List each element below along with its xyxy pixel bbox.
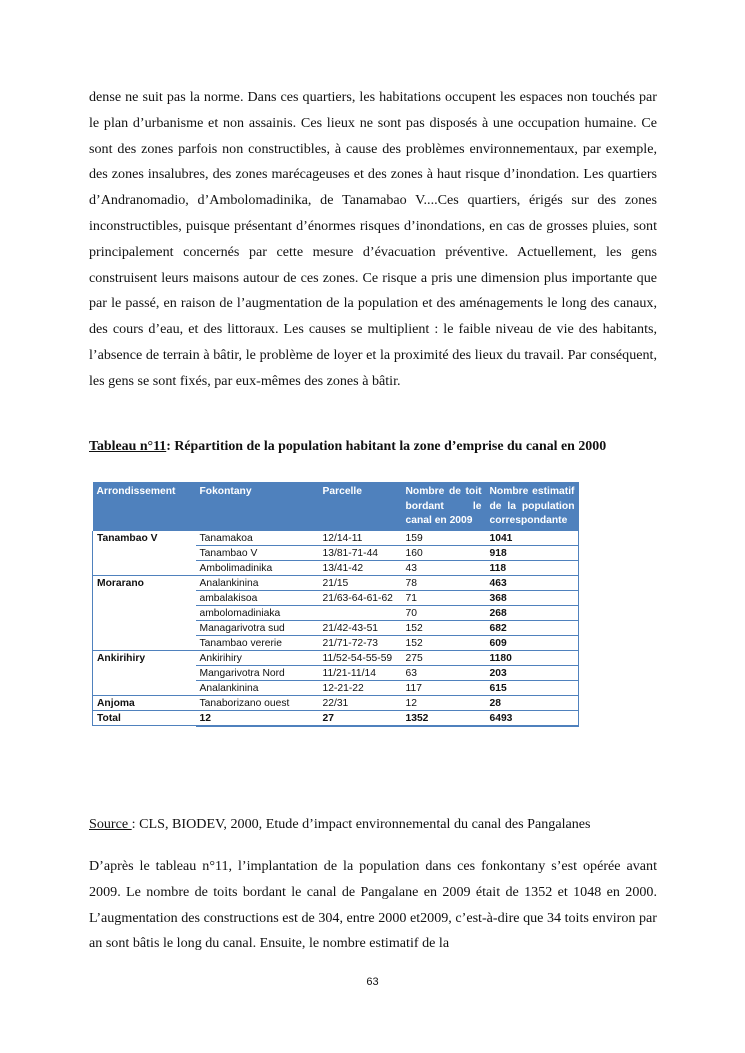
cell-population: 268: [486, 605, 579, 620]
total-parcelle: 27: [319, 710, 402, 726]
cell-toits: 63: [402, 665, 486, 680]
cell-arrondissement: [93, 590, 196, 605]
table-total-row: [93, 710, 579, 726]
cell-toits: 152: [402, 620, 486, 635]
cell-arrondissement: Tanambao V: [93, 531, 196, 546]
total-toits: 1352: [402, 710, 486, 726]
table-row: [93, 635, 579, 650]
cell-parcelle: 11/21-11/14: [319, 665, 402, 680]
cell-toits: 275: [402, 650, 486, 665]
table-row: [93, 605, 579, 620]
table-caption-text: : Répartition de la population habitant la zone d’emprise du canal en 2000: [166, 439, 607, 454]
cell-arrondissement: Morarano: [93, 575, 196, 590]
cell-toits: 117: [402, 680, 486, 695]
cell-parcelle: 21/71-72-73: [319, 635, 402, 650]
total-fokontany: 12: [196, 710, 319, 726]
table-row: [93, 620, 579, 635]
cell-fokontany: Analankinina: [196, 680, 319, 695]
cell-toits: 12: [402, 695, 486, 710]
cell-toits: 43: [402, 560, 486, 575]
cell-toits: 71: [402, 590, 486, 605]
cell-arrondissement: [93, 680, 196, 695]
source-citation: [89, 816, 591, 833]
body-paragraph-2: D’après le tableau n°11, l’implantation de la population dans ces fonkontany s’est opérée avant 2009. Le nombre de toits bordant le canal de Pangalane en 2009 était de 1352 et 1048 en 2000. L’augmentation des constructions est de 304, entre 2000 et2009, c’est-à-dire que 34 toits environ par an sont bâtis le long du canal. Ensuite, le nombre estimatif de la: [89, 858, 657, 952]
table-caption-label: Tableau n°11: [89, 439, 167, 454]
cell-toits: 70: [402, 605, 486, 620]
table-row: [93, 665, 579, 680]
cell-parcelle: 13/41-42: [319, 560, 402, 575]
table-row: [93, 695, 579, 710]
cell-population: 28: [486, 695, 579, 710]
cell-parcelle: 21/63-64-61-62: [319, 590, 402, 605]
cell-parcelle: 13/81-71-44: [319, 545, 402, 560]
cell-fokontany: Managarivotra sud: [196, 620, 319, 635]
table-row: [93, 531, 579, 546]
table-row: [93, 545, 579, 560]
cell-population: 203: [486, 665, 579, 680]
header-arrondissement: Arrondissement: [93, 482, 196, 531]
cell-arrondissement: [93, 545, 196, 560]
cell-arrondissement: [93, 635, 196, 650]
cell-fokontany: Ambolimadinika: [196, 560, 319, 575]
cell-fokontany: Mangarivotra Nord: [196, 665, 319, 680]
cell-population: 463: [486, 575, 579, 590]
cell-fokontany: Tanaborizano ouest: [196, 695, 319, 710]
cell-arrondissement: [93, 560, 196, 575]
cell-population: 368: [486, 590, 579, 605]
cell-fokontany: Tanambao vererie: [196, 635, 319, 650]
cell-population: 609: [486, 635, 579, 650]
cell-parcelle: 21/15: [319, 575, 402, 590]
cell-fokontany: ambalakisoa: [196, 590, 319, 605]
cell-parcelle: 22/31: [319, 695, 402, 710]
cell-toits: 152: [402, 635, 486, 650]
cell-population: 615: [486, 680, 579, 695]
total-population: 6493: [486, 710, 579, 726]
header-parcelle: Parcelle: [319, 482, 402, 531]
cell-population: 1180: [486, 650, 579, 665]
cell-arrondissement: [93, 605, 196, 620]
table-row: [93, 560, 579, 575]
table-row: [93, 680, 579, 695]
cell-arrondissement: [93, 620, 196, 635]
cell-toits: 159: [402, 531, 486, 546]
cell-fokontany: Tanambao V: [196, 545, 319, 560]
header-population-estimee: Nombre estimatif de la population correspondante: [486, 482, 579, 531]
cell-arrondissement: Anjoma: [93, 695, 196, 710]
header-nombre-toits: Nombre de toit bordant le canal en 2009: [402, 482, 486, 531]
cell-parcelle: 21/42-43-51: [319, 620, 402, 635]
cell-fokontany: Tanamakoa: [196, 531, 319, 546]
cell-population: 682: [486, 620, 579, 635]
cell-population: 1041: [486, 531, 579, 546]
table-row: [93, 575, 579, 590]
source-text: : CLS, BIODEV, 2000, Etude d’impact environnemental du canal des Pangalanes: [131, 816, 591, 832]
cell-parcelle: 11/52-54-55-59: [319, 650, 402, 665]
header-fokontany: Fokontany: [196, 482, 319, 531]
cell-population: 918: [486, 545, 579, 560]
page-number: 63: [366, 976, 379, 988]
cell-arrondissement: Ankirihiry: [93, 650, 196, 665]
cell-parcelle: 12/14-11: [319, 531, 402, 546]
table-header-row: [93, 482, 579, 531]
cell-fokontany: Ankirihiry: [196, 650, 319, 665]
cell-fokontany: Analankinina: [196, 575, 319, 590]
cell-parcelle: [319, 605, 402, 620]
cell-fokontany: ambolomadiniaka: [196, 605, 319, 620]
table-row: [93, 590, 579, 605]
cell-arrondissement: [93, 665, 196, 680]
population-table: [92, 482, 579, 727]
source-label: Source: [89, 816, 132, 832]
total-label: Total: [93, 710, 196, 726]
body-paragraph-1: dense ne suit pas la norme. Dans ces quartiers, les habitations occupent les espaces non touchés par le plan d’urbanisme et non assainis. Ces lieux ne sont pas disposés à une occupation humaine. Ce sont des zones parfois non constructibles, à cause des problèmes environnementaux, par exemple, des zones insalubres, des zones marécageuses et des zones à haut risque d’inondation. Les quartiers d’Andranomadio, d’Ambolomadinika, de Tanamabao V....Ces quartiers, érigés sur des zones inconstructibles, puisque présentant d’énormes risques d’inondations, en cas de grosses pluies, sont principalement concernés par cette mesure d’évacuation préventive. Actuellement, les gens construisent leurs maisons autour de ces zones. Ce risque a pris une dimension plus importante que par le passé, en raison de l’augmentation de la population et des aménagements le long des canaux, des cours d’eau, et des littoraux. Les causes se multiplient : le faible niveau de vie des habitants, l’absence de terrain à bâtir, le problème de loyer et la proximité des lieux du travail. Par conséquent, les gens se sont fixés, par eux-mêmes des zones à bâtir.: [89, 89, 657, 389]
cell-parcelle: 12-21-22: [319, 680, 402, 695]
table-caption: [89, 439, 689, 455]
cell-toits: 78: [402, 575, 486, 590]
cell-population: 118: [486, 560, 579, 575]
cell-toits: 160: [402, 545, 486, 560]
population-table-container: [92, 482, 578, 727]
table-row: [93, 650, 579, 665]
